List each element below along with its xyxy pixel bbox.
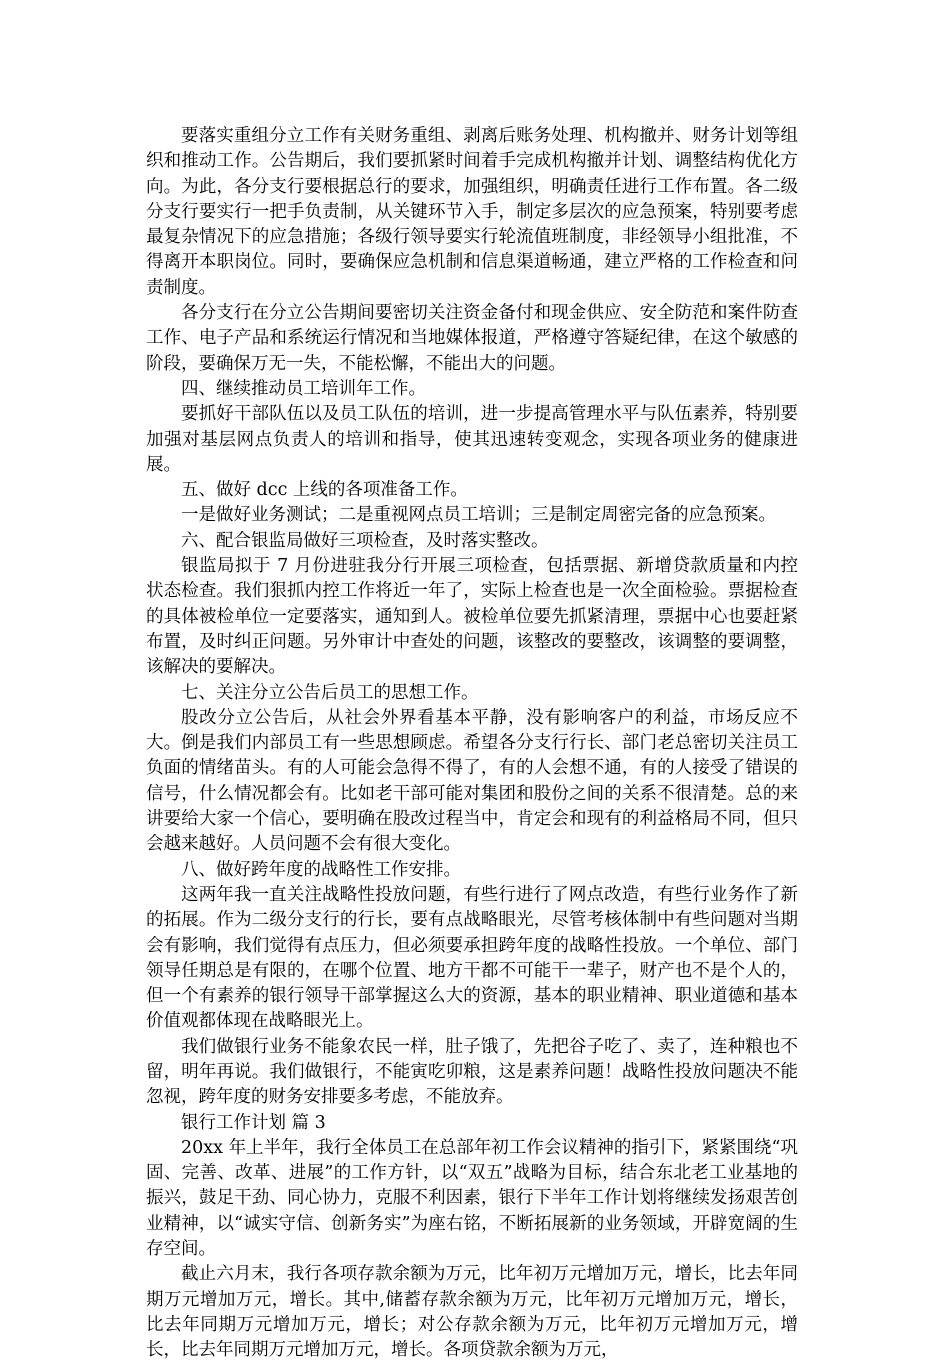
paragraph-dcc-preparation: 一是做好业务测试；二是重视网点员工培训；三是制定周密完备的应急预案。 — [181, 505, 776, 526]
paragraph-staff-training: 要抓好干部队伍以及员工队伍的培训，进一步提高管理水平与队伍素养，特别要加强对基层网点负责人的培训和指导，使其迅速转变观念，实现各项业务的健康进展。 — [146, 404, 798, 475]
paragraph-staff-morale: 股改分立公告后，从社会外界看基本平静，没有影响客户的利益，市场反应不大。倒是我们内部员工有一些思想顾虑。希望各分支行行长、部门老总密切关注员工负面的情绪苗头。有的人可能会急得不得了，有的人会想不通，有的人接受了错误的信号，什么情况都会有。比如老干部可能对集团和股份之间的关系不很清楚。总的来讲要给大家一个信心，要明确在股改过程当中，肯定会和现有的利益格局不同，但只会越来越好。人员问题不会有很大变化。 — [146, 707, 798, 855]
heading-plan-3: 银行工作计划 篇 3 — [181, 1112, 326, 1133]
paragraph-reorganization-finance: 要落实重组分立工作有关财务重组、剥离后账务处理、机构撤并、财务计划等组织和推动工作。公告期后，我们要抓紧时间着手完成机构撤并计划、调整结构优化方向。为此，各分支行要根据总行的要求，加强组织，明确责任进行工作布置。各二级分支行要实行一把手负责制，从关键环节入手，制定多层次的应急预案，特别要考虑最复杂情况下的应急措施；各级行领导要实行轮流值班制度，非经领导小组批准，不得离开本职岗位。同时，要确保应急机制和信息渠道畅通，建立严格的工作检查和问责制度。 — [146, 126, 798, 298]
paragraph-first-half-year: 20xx 年上半年，我行全体员工在总部年初工作会议精神的指引下，紧紧围绕“巩固、完善、改革、进展”的工作方针，以“双五”战略为目标，结合东北老工业基地的振兴，鼓足干劲、同心协力，克服不利因素，银行下半年工作计划将继续发扬艰苦创业精神，以“诚实守信、创新务实”为座右铭，不断拓展新的业务领域，开辟宽阔的生存空间。 — [146, 1137, 798, 1260]
heading-section-7: 七、关注分立公告后员工的思想工作。 — [181, 682, 479, 703]
document-page — [146, 124, 798, 1364]
heading-section-6: 六、配合银监局做好三项检查，及时落实整改。 — [181, 530, 549, 551]
paragraph-deposit-figures: 截止六月末，我行各项存款余额为万元，比年初万元增加万元，增长，比去年同期万元增加万元，增长。其中,储蓄存款余额为万元，比年初万元增加万元，增长，比去年同期万元增加万元，增长；对公存款余额为万元，比年初万元增加万元，增长，比去年同期万元增加万元，增长。各项贷款余额为万元， — [146, 1264, 798, 1361]
paragraph-strategic-investment: 这两年我一直关注战略性投放问题，有些行进行了网点改造，有些行业务作了新的拓展。作为二级分支行的行长，要有点战略眼光，尽管考核体制中有些问题对当期会有影响，我们觉得有点压力，但必须要承担跨年度的战略性投放。一个单位、部门领导任期总是有限的，在哪个位置、地方干都不可能干一辈子，财产也不是个人的，但一个有素养的银行领导干部掌握这么大的资源，基本的职业精神、职业道德和基本价值观都体现在战略眼光上。 — [146, 884, 798, 1032]
heading-section-4: 四、继续推动员工培训年工作。 — [181, 378, 426, 399]
paragraph-inspection: 银监局拟于 7 月份进驻我分行开展三项检查，包括票据、新增贷款质量和内控状态检查。我们狠抓内控工作将近一年了，实际上检查也是一次全面检验。票据检查的具体被检单位一定要落实，通知到人。被检单位要先抓紧清理，票据中心也要赶紧布置，及时纠正问题。另外审计中查处的问题，该整改的要整改，该调整的要调整，该解决的要解决。 — [146, 556, 798, 678]
paragraph-long-term-view: 我们做银行业务不能象农民一样，肚子饿了，先把谷子吃了、卖了，连种粮也不留，明年再说。我们做银行，不能寅吃卯粮，这是素养问题！战略性投放问题决不能忽视，跨年度的财务安排要多考虑，不能放弃。 — [146, 1036, 798, 1108]
heading-section-8: 八、做好跨年度的战略性工作安排。 — [181, 859, 461, 880]
paragraph-announcement-period: 各分支行在分立公告期间要密切关注资金备付和现金供应、安全防范和案件防查工作、电子产品和系统运行情况和当地媒体报道，严格遵守答疑纪律，在这个敏感的阶段，要确保万无一失，不能松懈，不能出大的问题。 — [146, 303, 798, 374]
heading-section-5: 五、做好 dcc 上线的各项准备工作。 — [181, 480, 468, 501]
